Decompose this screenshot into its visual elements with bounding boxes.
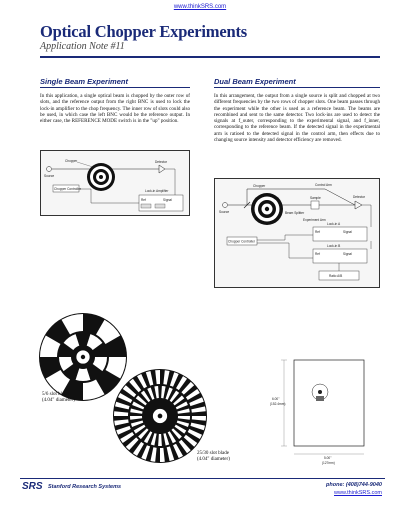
dim-height: 6.00" (272, 397, 280, 401)
single-beam-body: In this application, a single optical beam is chopped by the outer row of slots, and the reference output from the right BNC is used to lock the lock-in amplifier to the chop frequency. The inner row of slots could also be used, in which case the left BNC would be the reference output. In either case, the REFERENCE MODE switch is in the "up" position. (40, 93, 190, 125)
dim-height-mm: (152.4mm) (270, 402, 286, 406)
chopper-blade-icon (87, 163, 115, 191)
footer-divider (20, 478, 385, 479)
single-beam-diagram (40, 150, 190, 216)
label-chopper: Chopper (65, 159, 78, 163)
dual-beam-diagram (214, 178, 380, 288)
title-divider (40, 56, 380, 58)
dim-width-mm: (127mm) (322, 461, 335, 465)
label-source: Source (219, 210, 230, 214)
label-detector: Detector (353, 195, 366, 199)
footer-phone: phone: (408)744-9040 (326, 482, 382, 488)
sample-box (311, 201, 319, 209)
chopper-blade-icon (251, 193, 283, 225)
lockin-b-box (313, 249, 367, 263)
label-controller: Chopper Controller (54, 187, 81, 191)
label-detector: Detector (155, 160, 168, 164)
footer-url[interactable]: www.thinkSRS.com (334, 490, 382, 496)
source-lamp-icon (223, 203, 228, 208)
label-signal-a: Signal (343, 230, 352, 234)
label-control-arm: Control Arm (315, 183, 332, 187)
caption-25-30: 25/30 slot blade (4.04" diameter) (197, 451, 230, 462)
label-chopper: Chopper (253, 184, 266, 188)
label-lockin: Lock-in Amplifier (145, 189, 169, 193)
single-beam-heading: Single Beam Experiment (40, 77, 128, 86)
label-source: Source (44, 174, 55, 178)
dual-beam-body: In this arrangement, the output from a single source is split and chopped at two different frequencies by the two rows of chopper slots. One beam passes through the experiment while the other is used as a reference beam. The beams are recombined and sent to the same detector. Two lock-ins are used to detect the signals at f_outer, corresponding to the experimental signal, and f_inner, corresponding to the reference beam. If the detected signal in the experimental arm is ratioed to the detected signal in the control arm, then effects due to changing source intensity and detector efficiency are removed. (214, 93, 380, 144)
detector-icon (355, 201, 362, 209)
label-lockin-a: Lock-in A (327, 222, 341, 226)
label-controller: Chopper Controller (228, 239, 255, 244)
lockin-a-box (313, 227, 367, 241)
dual-beam-rule (214, 87, 380, 88)
page-subtitle: Application Note #11 (40, 41, 125, 52)
header-url[interactable]: www.thinkSRS.com (173, 4, 227, 10)
page-title: Optical Chopper Experiments (40, 22, 247, 41)
dim-width: 5.00" (324, 456, 332, 460)
chopper-head-dimension-drawing (270, 340, 380, 465)
label-lockin-b: Lock-in B (327, 244, 341, 248)
label-beam-splitter: Beam Splitter (285, 211, 305, 215)
dual-beam-heading: Dual Beam Experiment (214, 77, 296, 86)
company-name: Stanford Research Systems (48, 484, 122, 490)
source-lamp-icon (47, 167, 52, 172)
label-ref-a: Ref (315, 230, 320, 234)
label-signal: Signal (163, 198, 172, 202)
label-signal-b: Signal (343, 252, 352, 256)
detector-icon (159, 165, 165, 173)
label-experiment-arm: Experiment Arm (303, 218, 326, 222)
label-ref: Ref (141, 198, 146, 202)
label-ref-b: Ref (315, 252, 320, 256)
caption-5-6: 5/6 slot blade (4.04" diameter) (42, 392, 75, 403)
blade-25-30-icon (112, 368, 208, 464)
label-ratio: Ratio A/B (329, 274, 343, 278)
srs-logo: SRS (22, 481, 43, 492)
single-beam-rule (40, 87, 190, 88)
label-sample: Sample (310, 196, 321, 200)
